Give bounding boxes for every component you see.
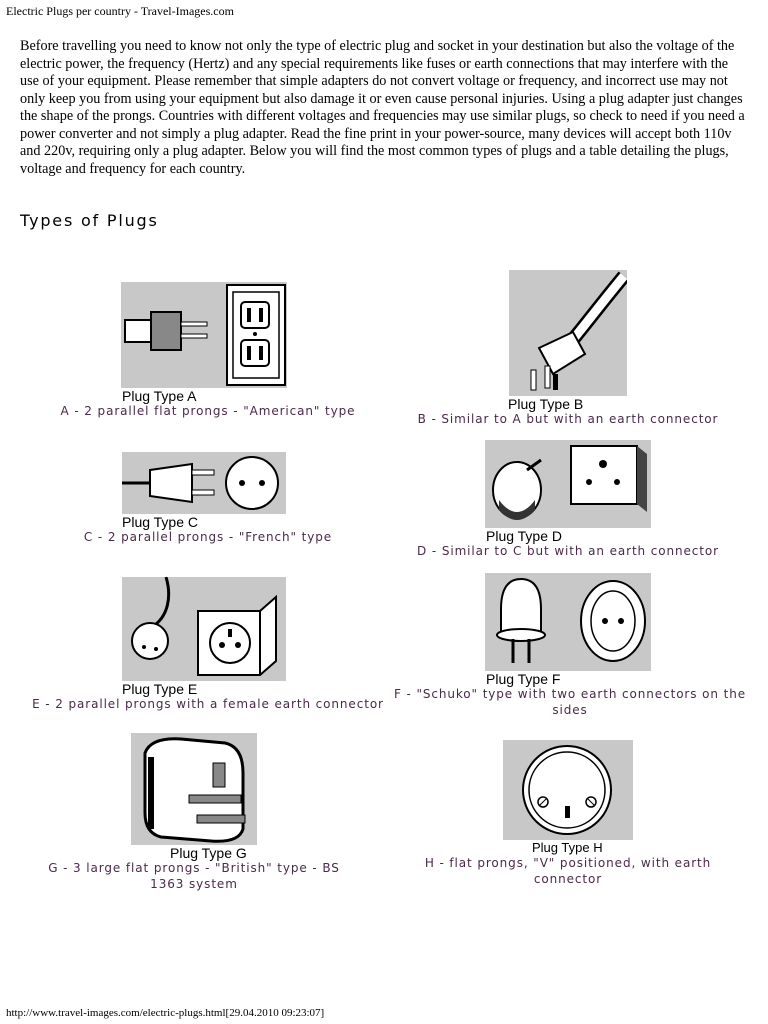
plug-type-g-card [44,733,344,892]
plug-type-h-description: H - flat prongs, "V" positioned, with earth connector [424,856,712,886]
plug-type-d-description: D - Similar to C but with an earth connector [417,544,719,558]
plug-type-e-card [20,577,396,713]
section-title: Types of Plugs [20,211,159,230]
plug-type-g-label: Plug Type G [170,845,247,861]
plug-type-e-image [122,577,286,681]
plug-type-a-description: A - 2 parallel flat prongs - "American" type [60,404,356,418]
plug-type-a-card [48,282,368,420]
plug-type-a-image [121,282,287,388]
plug-type-e-label: Plug Type E [122,681,198,697]
plug-type-b-image [509,270,627,396]
plug-type-g-description: G - 3 large flat prongs - "British" type - BS 1363 system [48,861,340,891]
plug-type-a-label: Plug Type A [122,388,197,404]
plug-type-d-image [485,440,651,528]
plug-type-d-card [408,440,728,560]
plug-type-f-card [392,573,748,718]
page-header-title: Electric Plugs per country - Travel-Images.com [6,4,234,18]
plug-type-d-label: Plug Type D [486,528,563,544]
footer-url: http://www.travel-images.com/electric-plugs.html[29.04.2010 09:23:07] [6,1007,325,1019]
plug-type-b-card [408,270,728,428]
plug-type-c-card [48,452,368,546]
plug-type-b-description: B - Similar to A but with an earth connector [417,412,719,426]
plug-type-f-description: F - "Schuko" type with two earth connectors on the sides [393,687,746,717]
plug-type-h-label: Plug Type H [532,840,603,855]
plug-type-c-image [122,452,286,514]
intro-paragraph: Before travelling you need to know not only the type of electric plug and socket in your destination but also the voltage of the electric power, the frequency (Hertz) and any special requirements like fuses or earth connections that may interfere with the use of your equipment. Please remember that simple adapters do not convert voltage or frequency, and incorrect use may not only keep you from using your equipment but also damage it or even cause personal injuries. Using a plug adapter just changes the shape of the prongs. Countries with different voltages and frequencies may use similar plugs, so check to need if you need a power converter and not simply a plug adapter. Read the fine print in your power-source, many devices will accept both 110v and 220v, requiring only a plug adapter. Below you will find the most common types of plugs and a table detailing the plugs, voltage and frequency for each country. [20,38,745,177]
plug-type-b-label: Plug Type B [508,396,584,412]
plug-type-f-image [485,573,651,671]
plug-type-g-image [131,733,257,845]
plug-type-c-description: C - 2 parallel prongs - "French" type [83,530,333,544]
plug-type-h-image [503,740,633,840]
plug-type-f-label: Plug Type F [486,671,561,687]
plug-type-h-card [418,740,718,887]
plug-type-c-label: Plug Type C [122,514,199,530]
plug-type-e-description: E - 2 parallel prongs with a female earth connector [32,697,384,711]
